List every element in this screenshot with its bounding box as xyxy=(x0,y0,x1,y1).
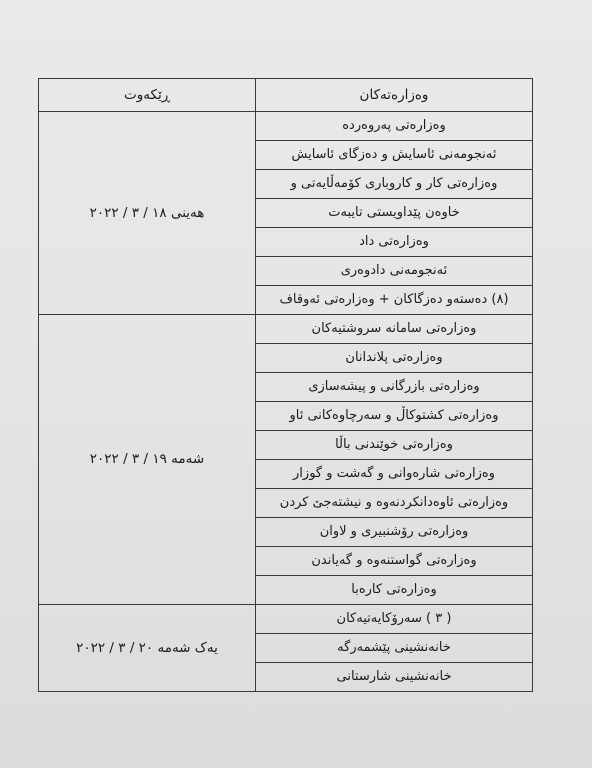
ministry-cell: خانەنشینی پێشمەرگە xyxy=(256,634,533,663)
ministry-cell: وەزارەتی کارەبا xyxy=(256,576,533,605)
table-row xyxy=(39,315,533,344)
header-ministries: وەزارەتەکان xyxy=(256,79,533,112)
date-cell: یەک شەمە ٢٠ / ٣ / ٢٠٢٢ xyxy=(39,605,256,692)
table-row xyxy=(39,605,533,634)
date-cell: شەمە ١٩ / ٣ / ٢٠٢٢ xyxy=(39,315,256,605)
ministry-cell: وەزارەتی پلاندانان xyxy=(256,344,533,373)
ministry-cell: وەزارەتی بازرگانی و پیشەسازی xyxy=(256,373,533,402)
ministry-cell: وەزارەتی کشتوکاڵ و سەرچاوەکانی ئاو xyxy=(256,402,533,431)
header-row xyxy=(39,79,533,112)
ministry-cell: وەزارەتی کار و کاروباری کۆمەڵایەتی و xyxy=(256,170,533,199)
header-date: ڕێکەوت xyxy=(39,79,256,112)
ministry-cell: وەزارەتی خوێندنی باڵا xyxy=(256,431,533,460)
ministry-cell: (٨) دەستەو دەزگاکان + وەزارەتی ئەوقاف xyxy=(256,286,533,315)
ministry-cell: وەزارەتی ئاوەدانکردنەوە و نیشتەجێ کردن xyxy=(256,489,533,518)
schedule-table xyxy=(38,78,533,692)
ministry-cell: وەزارەتی پەروەردە xyxy=(256,112,533,141)
ministry-cell: ( ٣ ) سەرۆکایەتیەکان xyxy=(256,605,533,634)
ministry-cell: خانەنشینی شارستانی xyxy=(256,663,533,692)
ministry-cell: وەزارەتی گواستنەوە و گەیاندن xyxy=(256,547,533,576)
table-row xyxy=(39,112,533,141)
ministry-cell: ئەنجومەنی دادوەری xyxy=(256,257,533,286)
ministry-cell: وەزارەتی سامانە سروشتیەکان xyxy=(256,315,533,344)
date-cell: هەینی ١٨ / ٣ / ٢٠٢٢ xyxy=(39,112,256,315)
ministry-cell: وەزارەتی داد xyxy=(256,228,533,257)
ministry-cell: وەزارەتی رۆشنبیری و لاوان xyxy=(256,518,533,547)
ministry-cell: ئەنجومەنی ئاسایش و دەزگای ئاسایش xyxy=(256,141,533,170)
ministry-cell: خاوەن پێداویستی تایبەت xyxy=(256,199,533,228)
ministry-cell: وەزارەتی شارەوانی و گەشت و گوزار xyxy=(256,460,533,489)
